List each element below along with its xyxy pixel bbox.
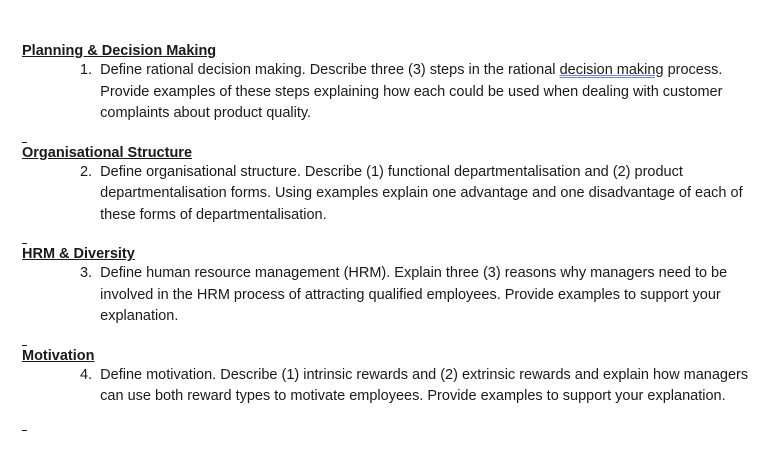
question-item	[80, 162, 762, 227]
section-organisational-structure	[22, 144, 762, 227]
section-heading: Motivation	[22, 347, 95, 364]
question-number: 2.	[80, 163, 93, 180]
question-text: Define organisational structure. Describe (1) functional departmentalisation and (2) product departmentalisation forms. Using examples explain one advantage and one disadvantage of each of these forms of departmentalisation.	[100, 163, 743, 223]
paragraph-mark	[22, 408, 762, 432]
spellcheck-flagged-phrase[interactable]: decision making	[559, 62, 664, 78]
question-text: Define motivation. Describe (1) intrinsic rewards and (2) extrinsic rewards and explain how managers can use both reward types to motivate employees. Provide examples to support your explanation.	[100, 366, 749, 404]
question-number: 4.	[80, 366, 93, 383]
paragraph-mark	[22, 125, 762, 144]
document-body[interactable]	[22, 42, 762, 432]
section-hrm-diversity	[22, 245, 762, 328]
question-number: 3.	[80, 265, 93, 281]
question-item	[80, 60, 762, 125]
question-text: Define rational decision making. Describe three (3) steps in the rational decision making process. Provide examples of these steps explaining how each could be used when dealing with customer complaints about product quality.	[100, 62, 723, 121]
section-motivation	[22, 347, 762, 408]
question-number: 1.	[80, 62, 93, 78]
section-heading: HRM & Diversity	[22, 246, 135, 262]
question-text: Define human resource management (HRM). Explain three (3) reasons why managers need to be involved in the HRM process of attracting qualified employees. Provide examples to support your explanation.	[100, 265, 728, 324]
section-planning	[22, 42, 762, 125]
question-item	[80, 365, 762, 408]
paragraph-mark	[22, 328, 762, 347]
section-heading: Planning & Decision Making	[22, 43, 217, 59]
question-item	[80, 263, 762, 328]
paragraph-mark	[22, 226, 762, 245]
section-heading: Organisational Structure	[22, 144, 193, 161]
